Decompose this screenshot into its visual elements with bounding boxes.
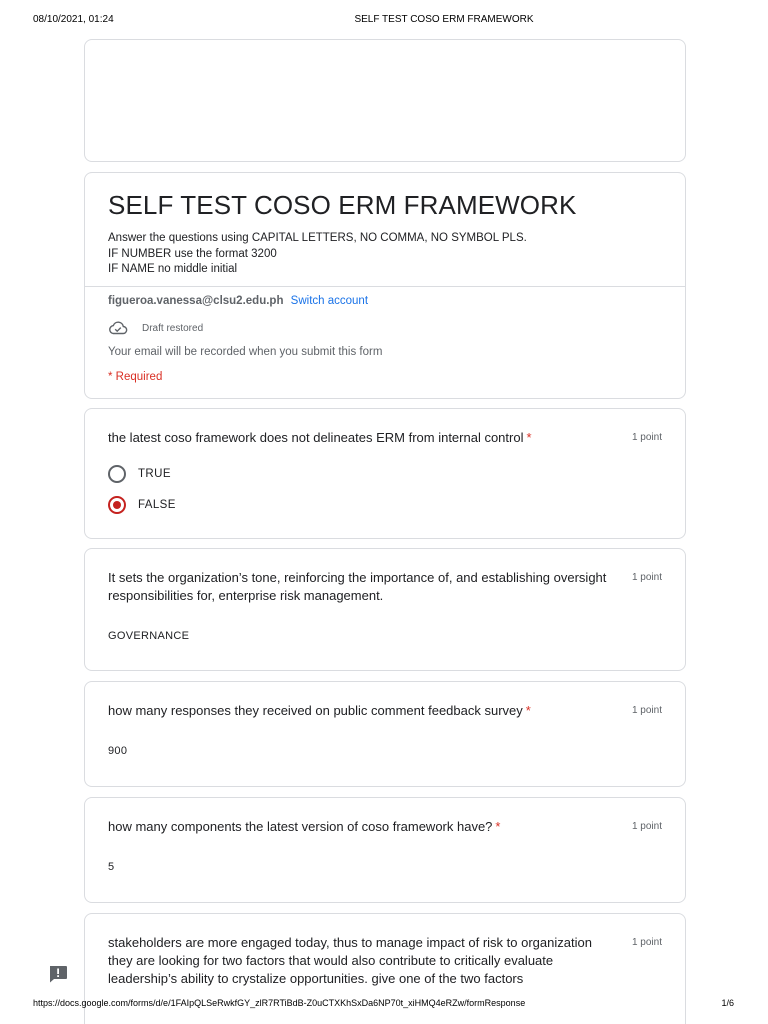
print-datetime: 08/10/2021, 01:24 xyxy=(33,14,114,25)
form-description-line: Answer the questions using CAPITAL LETTERS, NO COMMA, NO SYMBOL PLS. xyxy=(108,232,527,244)
question-points: 1 point xyxy=(631,572,662,583)
radio-label: FALSE xyxy=(138,499,176,511)
print-document-title: SELF TEST COSO ERM FRAMEWORK xyxy=(354,14,534,25)
email-recorded-note: Your email will be recorded when you submit this form xyxy=(108,346,383,358)
question-text xyxy=(108,569,618,605)
question-label: how many responses they received on public comment feedback survey xyxy=(108,703,523,718)
form-header-image xyxy=(84,39,686,162)
question-label: It sets the organization’s tone, reinforcing the importance of, and establishing oversight responsibilities for, enterprise risk management. xyxy=(108,570,607,603)
print-header xyxy=(0,0,768,38)
answer-value[interactable]: GOVERNANCE xyxy=(108,630,190,642)
question-label: how many components the latest version of coso framework have? xyxy=(108,819,493,834)
radio-option-true[interactable] xyxy=(108,465,171,483)
question-text xyxy=(108,818,618,836)
draft-status xyxy=(108,321,203,335)
question-label: stakeholders are more engaged today, thus to manage impact of risk to organization they are looking for two factors that would also contribute to critically evaluate leadership’s ability to crystalize opportunities. give one of the two factors xyxy=(108,935,592,986)
feedback-icon[interactable] xyxy=(47,963,69,985)
print-page-number: 1/6 xyxy=(721,998,734,1008)
form-description xyxy=(108,231,527,278)
required-note: * Required xyxy=(108,371,163,383)
radio-option-false[interactable] xyxy=(108,496,176,514)
question-card xyxy=(84,408,686,539)
radio-label: TRUE xyxy=(138,468,171,480)
form-description-line: IF NAME no middle initial xyxy=(108,263,238,275)
form-title: SELF TEST COSO ERM FRAMEWORK xyxy=(108,190,577,220)
question-card xyxy=(84,797,686,903)
question-label: the latest coso framework does not delineates ERM from internal control xyxy=(108,430,524,445)
question-card xyxy=(84,548,686,671)
question-text xyxy=(108,702,618,720)
question-card xyxy=(84,681,686,787)
cloud-check-icon xyxy=(108,321,128,335)
radio-button[interactable] xyxy=(108,465,126,483)
answer-value[interactable]: 900 xyxy=(108,745,128,757)
header-top-strip xyxy=(84,172,686,180)
form-description-line: IF NUMBER use the format 3200 xyxy=(108,247,277,260)
draft-status-text: Draft restored xyxy=(142,322,204,334)
account-email: figueroa.vanessa@clsu2.edu.ph xyxy=(108,295,284,307)
question-text xyxy=(108,934,618,988)
print-url: https://docs.google.com/forms/d/e/1FAIpQLSeRwkfGY_zlR7RTiBdB-Z0uCTXKhSxDa6NP70t_xiHMQ4eRZw/formResponse xyxy=(33,998,526,1008)
header-divider xyxy=(85,286,685,287)
question-points: 1 point xyxy=(631,821,662,832)
required-asterisk: * xyxy=(526,430,532,445)
question-points: 1 point xyxy=(631,937,662,948)
account-line xyxy=(108,295,368,307)
switch-account-link[interactable]: Switch account xyxy=(290,295,369,307)
form-header-card xyxy=(84,172,686,399)
answer-value[interactable]: 5 xyxy=(108,861,115,873)
required-asterisk: * xyxy=(525,703,531,718)
print-footer xyxy=(0,997,768,1011)
question-points: 1 point xyxy=(631,432,662,443)
question-text xyxy=(108,429,618,447)
radio-button-selected[interactable] xyxy=(108,496,126,514)
required-asterisk: * xyxy=(495,819,501,834)
question-points: 1 point xyxy=(631,705,662,716)
